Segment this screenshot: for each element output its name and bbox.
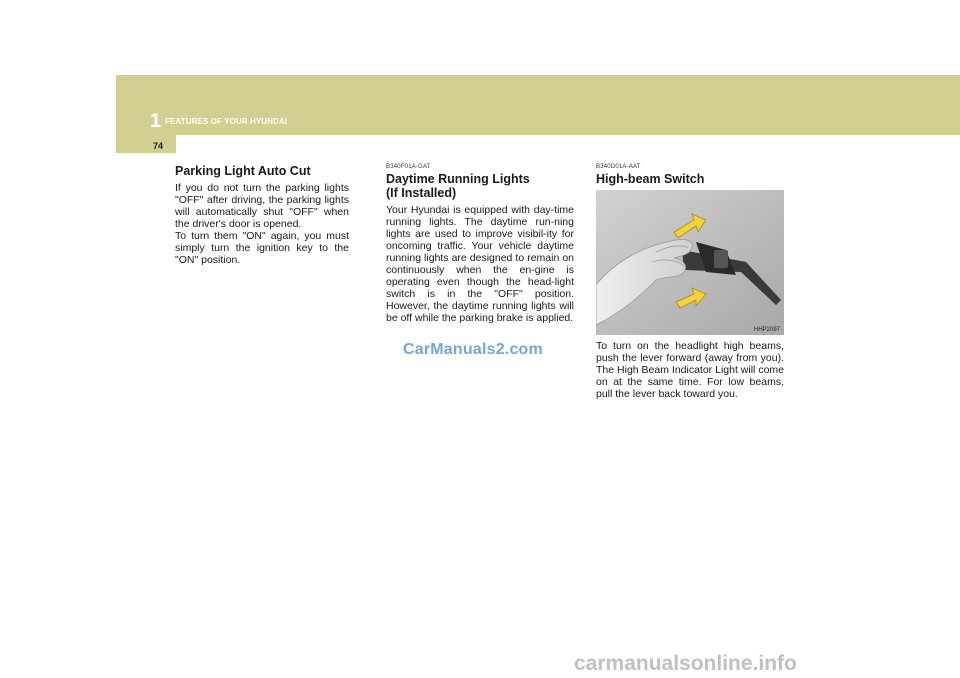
watermark-logo: CarManuals2.com [403,341,543,358]
image-code: HHP2097 [753,327,780,333]
section-body: To turn on the headlight high beams, push the lever forward (away from you). The High Beam Indicator Light will come on at the same time. For low beams, pull the lever back toward you. [596,340,784,400]
section-body: If you do not turn the parking lights "OFF" after driving, the parking lights will automatically shut "OFF" when the driver's door is opened. To turn them "ON" again, you must simply turn the ignition key to the "ON" position. [175,182,349,266]
chapter-title: FEATURES OF YOUR HYUNDAI [165,117,288,126]
hand-lever-illustration [596,190,784,335]
lever-photo [596,190,784,335]
chapter-number: 1 [150,110,162,132]
section-high-beam-switch [596,164,784,400]
section-parking-light [175,164,349,266]
heading-line-1: Daytime Running Lights [386,172,530,186]
section-heading: High-beam Switch [596,172,705,186]
page-number-tab [116,135,176,153]
section-heading: Parking Light Auto Cut [175,164,311,178]
section-heading [386,172,574,200]
section-code: B340D01A-AAT [596,164,641,170]
section-body: Your Hyundai is equipped with day-time running lights. The daytime run-ning lights are used to improve visibil-ity for oncoming traffic. Your vehicle daytime running lights are designed to remain on continuously when the en-gine is operating even though the head-light switch is in the "OFF" position. However, the daytime running lights will be off while the parking brake is applied. [386,204,574,324]
footer-watermark: carmanualsonline.info [574,652,797,675]
page-number: 74 [153,141,164,151]
section-code: B340F01A-GAT [386,164,431,170]
header-band [116,75,960,135]
heading-line-2: (If Installed) [386,186,457,200]
section-daytime-running-lights [386,164,574,324]
